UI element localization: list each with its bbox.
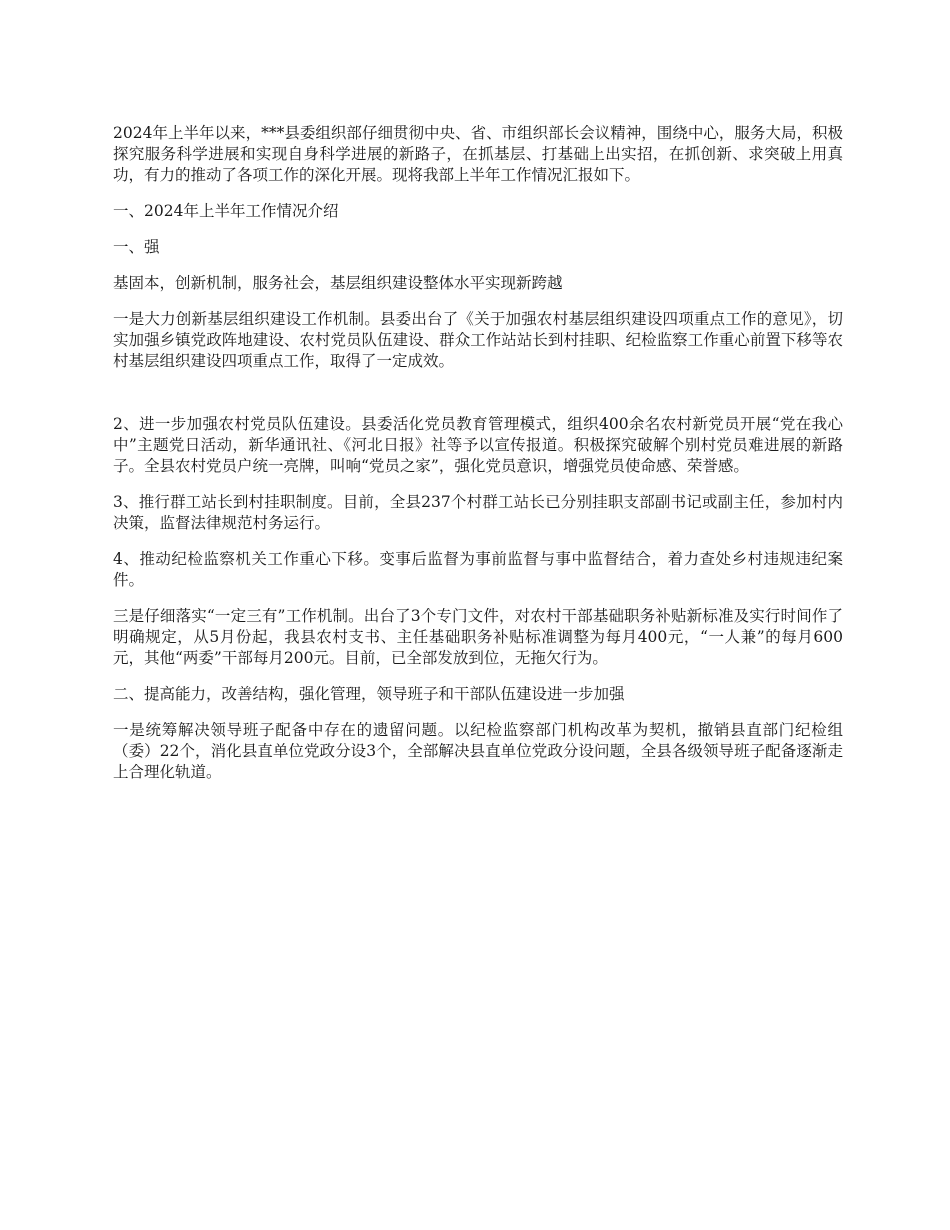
body-paragraph-discipline: 4、推动纪检监察机关工作重心下移。变事后监督为事前监督与事中监督结合，着力查处乡村违规违纪案件。 (113, 550, 843, 589)
subsection-heading: 基固本，创新机制，服务社会，基层组织建设整体水平实现新跨越 (113, 274, 563, 292)
body-paragraph-party-members: 2、进一步加强农村党员队伍建设。县委活化党员教育管理模式，组织400余名农村新党员开展“党在我心中”主题党日活动，新华通讯社、《河北日报》社等予以宣传报道。积极探究破解个别村党员难进展的新路子。全县农村党员户统一亮牌，叫响“党员之家”，强化党员意识，增强党员使命感、荣誉感。 (113, 415, 843, 475)
section-heading-2: 二、提高能力，改善结构，强化管理，领导班子和干部队伍建设进一步加强 (113, 685, 625, 703)
body-paragraph-innovation: 一是大力创新基层组织建设工作机制。县委出台了《关于加强农村基层组织建设四项重点工作的意见》，切实加强乡镇党政阵地建设、农村党员队伍建设、群众工作站站长到村挂职、纪检监察工作重心前置下移等农村基层组织建设四项重点工作，取得了一定成效。 (113, 310, 843, 370)
body-paragraph-allowance: 三是仔细落实“一定三有”工作机制。出台了3个专门文件，对农村干部基础职务补贴新标准及实行时间作了明确规定，从5月份起，我县农村支书、主任基础职务补贴标准调整为每月400元，“一人兼”的每月600元，其他“两委”干部每月200元。目前，已全部发放到位，无拖欠行为。 (113, 607, 843, 667)
body-paragraph-station-heads: 3、推行群工站长到村挂职制度。目前，全县237个村群工站长已分别挂职支部副书记或副主任，参加村内决策，监督法律规范村务运行。 (113, 493, 843, 532)
intro-paragraph: 2024年上半年以来，***县委组织部仔细贯彻中央、省、市组织部长会议精神，围绕中心，服务大局，积极探究服务科学进展和实现自身科学进展的新路子，在抓基层、打基础上出实招，在抓创新、求突破上用真功，有力的推动了各项工作的深化开展。现将我部上半年工作情况汇报如下。 (113, 124, 843, 184)
body-paragraph-leadership: 一是统筹解决领导班子配备中存在的遗留问题。以纪检监察部门机构改革为契机，撤销县直部门纪检组（委）22个，消化县直单位党政分设3个，全部解决县直单位党政分设问题，全县各级领导班子配备逐渐走上合理化轨道。 (113, 721, 843, 781)
document-body (113, 123, 843, 798)
subsection-heading-fragment: 一、强 (113, 238, 160, 256)
section-heading-1: 一、2024年上半年工作情况介绍 (113, 202, 339, 220)
